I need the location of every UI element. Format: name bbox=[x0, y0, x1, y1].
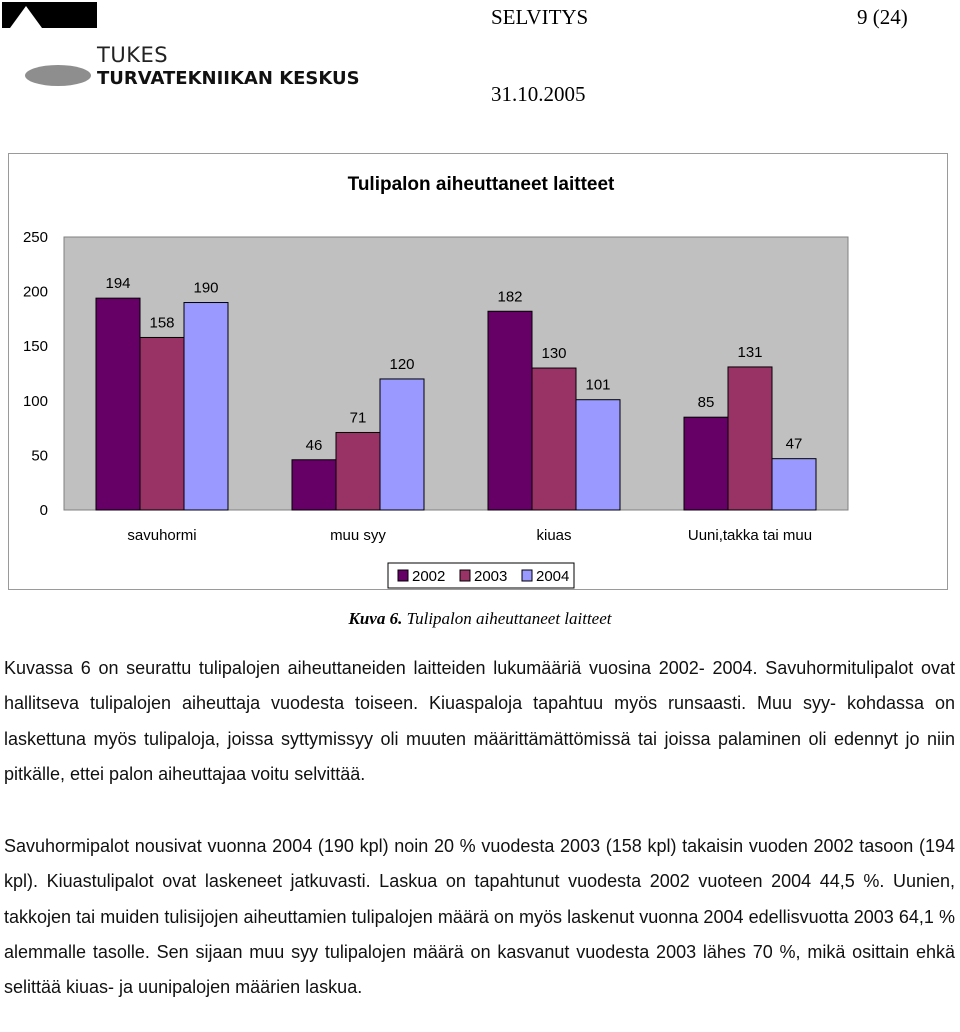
bar-2004 bbox=[772, 459, 816, 510]
y-tick-label: 50 bbox=[31, 447, 48, 465]
bar-2003 bbox=[728, 367, 772, 510]
chart-title: Tulipalon aiheuttaneet laitteet bbox=[347, 174, 615, 195]
x-tick-label: savuhormi bbox=[127, 527, 197, 544]
x-tick-label: kiuas bbox=[536, 527, 572, 544]
bar-2003 bbox=[532, 368, 576, 510]
data-label: 130 bbox=[541, 345, 567, 363]
bar-2003 bbox=[140, 337, 184, 510]
data-label: 131 bbox=[737, 343, 763, 361]
y-tick-label: 250 bbox=[22, 229, 48, 246]
y-tick-label: 100 bbox=[22, 392, 48, 410]
data-label: 182 bbox=[497, 288, 523, 306]
x-tick-label: muu syy bbox=[330, 527, 386, 544]
data-label: 47 bbox=[785, 435, 803, 453]
bar-2003 bbox=[336, 432, 380, 510]
data-label: 101 bbox=[585, 376, 611, 394]
bar-2002 bbox=[488, 311, 532, 510]
body-paragraph: Savuhormipalot nousivat vuonna 2004 (190 kpl) noin 20 % vuodesta 2003 (158 kpl) takaisin vuoden 2002 tasoon (194 kpl). Kiuastulipalot ovat laskeneet jatkuvasti. Laskua on tapahtunut vuodesta 2002 vuoteen 2004 44,5 %. Uunien, takkojen tai muiden tulisijojen aiheuttamien tulipalojen määrä on myös laskenut vuonna 2004 edellisvuotta 2003 64,1 % alemmalle tasolle. Sen sijaan muu syy tulipalojen määrä on kasvanut vuodesta 2003 lähes 70 %, mikä osittain ehkä selittää kiuas- ja uunipalojen määrien laskua. bbox=[4, 836, 955, 998]
figure-caption-text: Tulipalon aiheuttaneet laitteet bbox=[406, 609, 612, 628]
org-full-name: TURVATEKNIIKAN KESKUS bbox=[97, 68, 360, 89]
figure-caption bbox=[0, 608, 960, 630]
org-short-name: TUKES bbox=[97, 43, 169, 67]
data-label: 158 bbox=[149, 314, 175, 332]
data-label: 85 bbox=[697, 394, 715, 412]
data-label: 190 bbox=[193, 279, 219, 297]
figure-label: Kuva 6. bbox=[348, 609, 403, 628]
document-type: SELVITYS bbox=[491, 5, 589, 29]
data-label: 46 bbox=[305, 436, 323, 454]
data-label: 71 bbox=[349, 409, 367, 427]
legend-label: 2002 bbox=[412, 568, 446, 585]
legend-swatch-2002 bbox=[398, 570, 408, 581]
page-number: 9 (24) bbox=[857, 5, 908, 29]
bar-2002 bbox=[96, 298, 140, 510]
body-paragraph: Kuvassa 6 on seurattu tulipalojen aiheuttaneiden laitteiden lukumääriä vuosina 2002- 2004. Savuhormitulipalot ovat hallitseva tulipalojen aiheuttaja vuodesta toiseen. Kiuaspaloja tapahtuu myös runsaasti. Muu syy- kohdassa on laskettuna myös tulipaloja, joissa syttymissyy oli muuten määrittämättömissä tai joissa palaminen oli edennyt jo niin pitkälle, ettei palon aiheuttajaa voitu selvittää. bbox=[4, 658, 955, 784]
y-tick-label: 200 bbox=[22, 283, 48, 301]
bar-2002 bbox=[292, 460, 336, 510]
legend-label: 2004 bbox=[536, 568, 570, 585]
data-label: 194 bbox=[105, 275, 131, 293]
data-label: 120 bbox=[389, 355, 415, 373]
legend-swatch-2004 bbox=[522, 570, 532, 581]
bar-2004 bbox=[184, 303, 228, 510]
legend-swatch-2003 bbox=[460, 570, 470, 581]
y-tick-label: 150 bbox=[22, 338, 48, 356]
bar-2004 bbox=[380, 379, 424, 510]
bar-2004 bbox=[576, 400, 620, 510]
legend-label: 2003 bbox=[474, 568, 508, 585]
document-date: 31.10.2005 bbox=[491, 82, 586, 106]
x-tick-label: Uuni,takka tai muu bbox=[687, 527, 813, 544]
bar-2002 bbox=[684, 417, 728, 510]
y-tick-label: 0 bbox=[39, 502, 48, 519]
